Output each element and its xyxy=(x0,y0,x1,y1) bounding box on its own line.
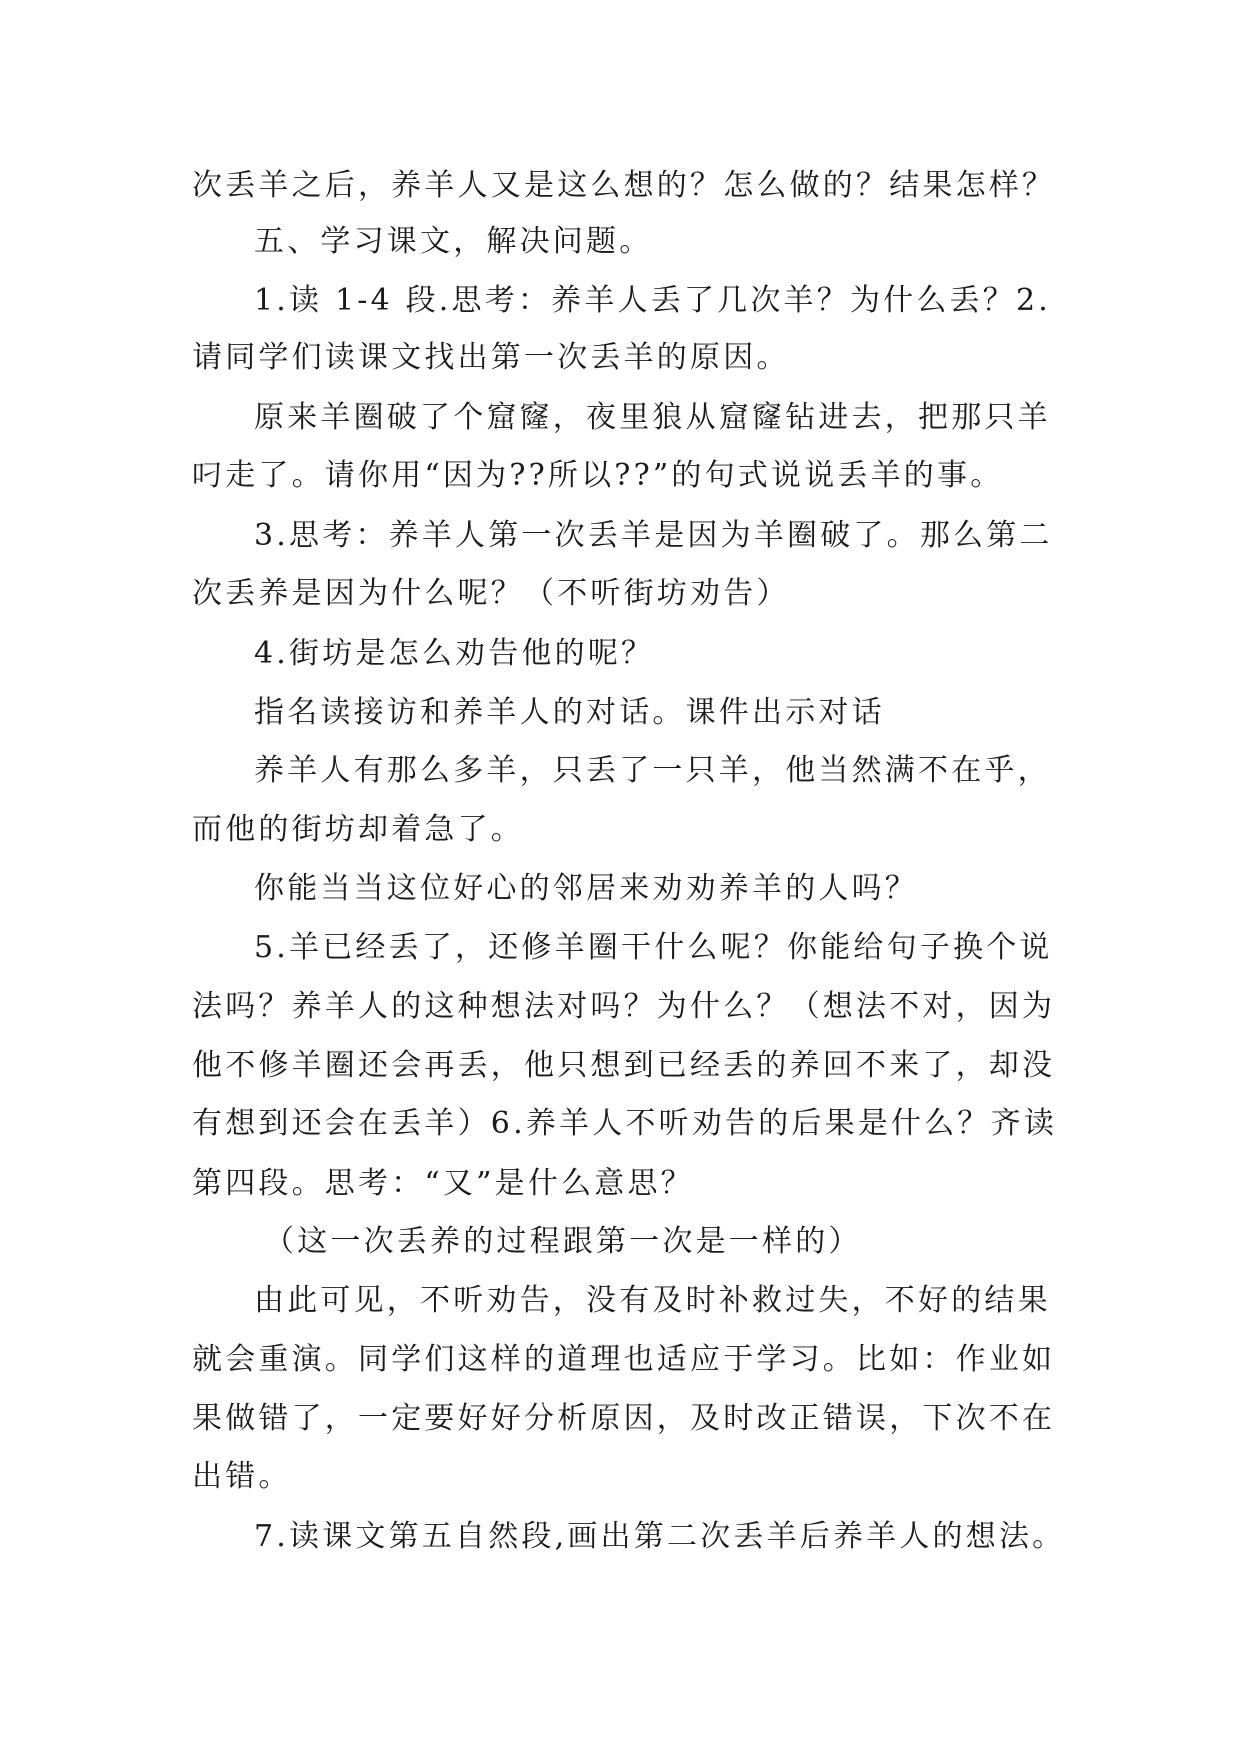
text-line: （这一次丢养的过程跟第一次是一样的） xyxy=(264,1224,862,1259)
text-line: 指名读接访和养羊人的对话。课件出示对话 xyxy=(254,695,885,730)
text-line: 由此可见，不听劝告，没有及时补救过失，不好的结果 xyxy=(254,1283,1051,1318)
text-line: 出错。 xyxy=(192,1459,292,1494)
section-heading: 五、学习课文，解决问题。 xyxy=(254,224,653,259)
text-line: 他不修羊圈还会再丢，他只想到已经丢的养回不来了，却没 xyxy=(192,1048,1056,1083)
text-line: 而他的街坊却着急了。 xyxy=(192,812,524,847)
text-line: 你能当当这位好心的邻居来劝劝养羊的人吗？ xyxy=(254,871,918,906)
text-line: 就会重演。同学们这样的道理也适应于学习。比如：作业如 xyxy=(192,1342,1056,1377)
text-line: 法吗？养羊人的这种想法对吗？为什么？（想法不对，因为 xyxy=(192,989,1056,1024)
text-line: 原来羊圈破了个窟窿，夜里狼从窟窿钻进去，把那只羊 xyxy=(254,400,1051,435)
text-line: 次丢羊之后，养羊人又是这么想的？怎么做的？结果怎样？ xyxy=(192,168,1056,203)
text-line: 养羊人有那么多羊，只丢了一只羊，他当然满不在乎， xyxy=(254,753,1051,788)
text-line: 第四段。思考：“又”是什么意思？ xyxy=(192,1166,694,1201)
text-line: 3.思考：养羊人第一次丢羊是因为羊圈破了。那么第二 xyxy=(254,518,1053,553)
text-line: 果做错了，一定要好好分析原因，及时改正错误，下次不在 xyxy=(192,1401,1056,1436)
text-line: 7.读课文第五自然段,画出第二次丢羊后养羊人的想法。 xyxy=(254,1519,1066,1554)
text-line: 有想到还会在丢羊）6.养羊人不听劝告的后果是什么？齐读 xyxy=(192,1106,1058,1141)
text-line: 叼走了。请你用“因为??所以??”的句式说说丢羊的事。 xyxy=(192,458,1004,493)
text-line: 4.街坊是怎么劝告他的呢？ xyxy=(254,636,655,671)
text-line: 1.读 1-4 段.思考：养羊人丢了几次羊？为什么丢？2. xyxy=(254,283,1051,318)
text-line: 次丢养是因为什么呢？（不听街坊劝告） xyxy=(192,576,790,611)
text-line: 请同学们读课文找出第一次丢羊的原因。 xyxy=(192,340,790,375)
text-line: 5.羊已经丢了，还修羊圈干什么呢？你能给句子换个说 xyxy=(254,930,1053,965)
